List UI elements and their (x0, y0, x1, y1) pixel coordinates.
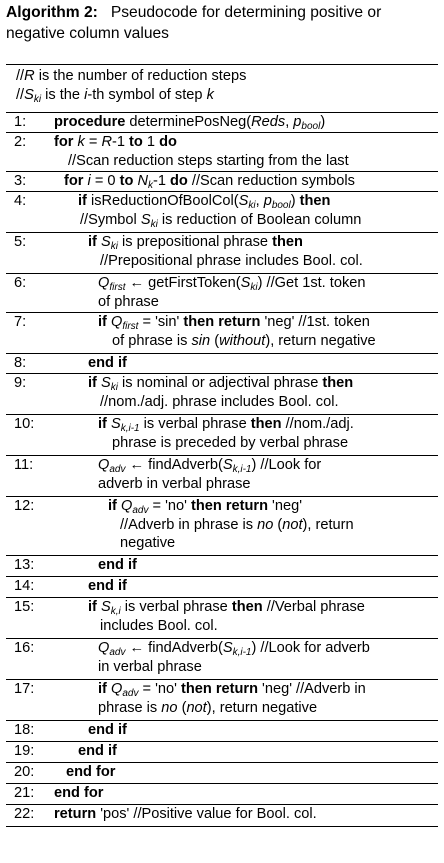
line-number: 21: (14, 785, 35, 801)
line-2: 2: for k = R-1 to 1 do //Scan reduction steps starting from the last (6, 133, 438, 172)
line-number: 8: (14, 355, 27, 371)
line-number: 13: (14, 557, 35, 573)
line-number: 18: (14, 722, 35, 738)
line-number: 19: (14, 743, 35, 759)
line-number: 11: (14, 457, 34, 473)
line-5: 5: if $S_{ki}$ is prepositional phrase then //Prepositional phrase includes Bool. col. (6, 233, 438, 274)
line-number: 16: (14, 640, 35, 656)
line-11: 11: $Q_{adv}$ ← $findAdverb(S_{k,i-1})$ //Look for adverb in verbal phrase (6, 456, 438, 497)
line-number: 10: (14, 416, 35, 432)
line-number: 2: (14, 134, 27, 150)
line-number: 17: (14, 681, 35, 697)
line-number: 12: (14, 498, 35, 514)
line-12: 12: if $Q_{adv}$ = 'no' then return 'neg' //Adverb in phrase is no (not), return negative (6, 497, 438, 556)
header-line-2: $//S_{ki}$ is the i-th symbol of step k (16, 86, 214, 105)
line-10: 10: if $S_{k,i-1}$ is verbal phrase then //nom./adj. phrase is preceded by verbal phrase (6, 415, 438, 456)
header-line-1: //R is the number of reduction steps (16, 68, 247, 84)
caption-label: Algorithm 2: (6, 4, 98, 21)
line-6: 6: $Q_{first}$ ← $getFirstToken(S_{ki})$ //Get 1st. token of phrase (6, 274, 438, 313)
line-7: 7: if $Q_{first}$ = 'sin' then return 'neg' //1st. token of phrase is sin (without), return negative (6, 313, 438, 354)
line-number: 14: (14, 578, 35, 594)
line-4: 4: if $isReductionOfBoolCol(S_{ki}$, $p_{bool}$) then //Symbol $S_{ki}$ is reduction of Boolean column (6, 192, 438, 233)
line-number: 7: (14, 314, 27, 330)
line-8: 8: end if (6, 354, 438, 374)
line-14: 14: end if (6, 577, 438, 598)
line-20: 20: end for (6, 763, 438, 784)
line-number: 22: (14, 806, 35, 822)
line-number: 3: (14, 173, 27, 189)
line-number: 5: (14, 234, 27, 250)
line-number: 4: (14, 193, 27, 209)
line-13: 13: end if (6, 556, 438, 577)
line-number: 15: (14, 599, 35, 615)
line-16: 16: $Q_{adv}$ ← $findAdverb(S_{k,i-1})$ //Look for adverb in verbal phrase (6, 639, 438, 680)
line-number: 1: (14, 114, 27, 130)
algorithm-table (6, 64, 438, 827)
line-21: 21: end for (6, 784, 438, 805)
header-comments (6, 65, 438, 113)
caption-title: Pseudocode for determining positive or negative column values (6, 4, 382, 42)
line-22: 22: return 'pos' //Positive value for Bool. col. (14, 806, 317, 822)
line-19: 19: end if (6, 742, 438, 763)
line-number: 20: (14, 764, 35, 780)
line-number: 6: (14, 275, 27, 291)
line-9: 9: if $S_{ki}$ is nominal or adjectival phrase then //nom./adj. phrase includes Bool. col. (6, 374, 438, 415)
algorithm-caption (6, 2, 438, 44)
line-15: 15: if $S_{k,i}$ is verbal phrase then //Verbal phrase includes Bool. col. (6, 598, 438, 639)
line-17: 17: if $Q_{adv}$ = 'no' then return 'neg' //Adverb in phrase is no (not), return negative (6, 680, 438, 721)
line-18: 18: end if (6, 721, 438, 742)
line-number: 9: (14, 375, 27, 391)
line-1: 1: procedure determinePosNeg(Reds, $p_{bool}$) (6, 113, 438, 133)
line-3: 3: for i = 0 to $N_k-1$ do //Scan reduction symbols (6, 172, 438, 192)
